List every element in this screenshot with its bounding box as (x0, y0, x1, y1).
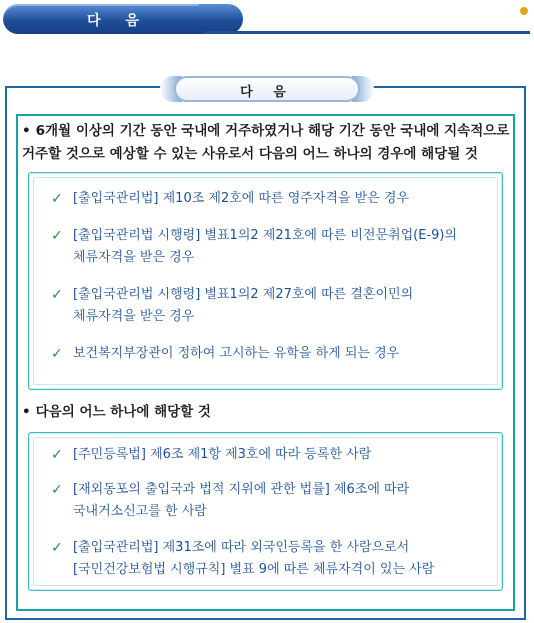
header-underline (203, 31, 530, 34)
list-item (51, 225, 492, 269)
list-item-text-1: [재외동포의 출입국과 법적 지위에 관한 법률] 제6조에 따라 (73, 482, 410, 497)
list-item-text-2: 국내거소신고를 한 사람 (73, 504, 207, 519)
section-2-list-box (28, 432, 503, 591)
header-bar (3, 4, 530, 38)
list-item (51, 188, 492, 210)
check-icon: ✓ (51, 540, 63, 556)
list-item (51, 444, 492, 466)
bullet-icon: • (22, 123, 31, 139)
header-dot-icon (520, 7, 528, 15)
list-item (51, 537, 492, 581)
check-icon: ✓ (51, 447, 63, 463)
header-title: 다 음 (87, 13, 149, 29)
section-1-heading (22, 120, 509, 166)
check-icon: ✓ (51, 346, 63, 362)
list-item-text-2: 체류자격을 받은 경우 (73, 250, 195, 265)
list-item (51, 343, 492, 365)
list-item-text-1: [출입국관리법 시행령] 별표1의2 제27호에 따른 결혼이민의 (73, 287, 414, 302)
list-item (51, 284, 492, 328)
section-1-list-box (28, 172, 503, 390)
section-2-heading-line1: 다음의 어느 하나에 해당할 것 (35, 404, 211, 420)
header-pill-end (199, 4, 243, 34)
list-item (51, 479, 492, 523)
list-item-text-1: [주민등록법] 제6조 제1항 제3호에 따라 등록한 사람 (73, 447, 372, 462)
bullet-icon: • (22, 404, 31, 420)
list-item-text-1: [출입국관리법] 제31조에 따라 외국인등록을 한 사람으로서 (73, 540, 410, 555)
check-icon: ✓ (51, 228, 63, 244)
section-1-heading-line2: 거주할 것으로 예상할 수 있는 사유로서 다음의 어느 하나의 경우에 해당될 것 (22, 146, 478, 162)
list-item-text-2: 체류자격을 받은 경우 (73, 309, 195, 324)
check-icon: ✓ (51, 287, 63, 303)
section-2-heading (22, 401, 211, 424)
list-item-text-1: [출입국관리법] 제10조 제2호에 따른 영주자격을 받은 경우 (73, 191, 410, 206)
list-item-text-2: [국민건강보험법 시행규칙] 별표 9에 따른 체류자격이 있는 사람 (73, 562, 435, 577)
tab-title-box (174, 76, 360, 102)
list-item-text-1: 보건복지부장관이 정하여 고시하는 유학을 하게 되는 경우 (73, 346, 400, 361)
check-icon: ✓ (51, 191, 63, 207)
tab-title: 다 음 (240, 85, 294, 100)
section-1-heading-line1: 6개월 이상의 기간 동안 국내에 거주하였거나 해당 기간 동안 국내에 지속적으로 (35, 123, 510, 139)
list-item-text-1: [출입국관리법 시행령] 별표1의2 제21호에 따른 비전문취업(E-9)의 (73, 228, 458, 243)
check-icon: ✓ (51, 482, 63, 498)
